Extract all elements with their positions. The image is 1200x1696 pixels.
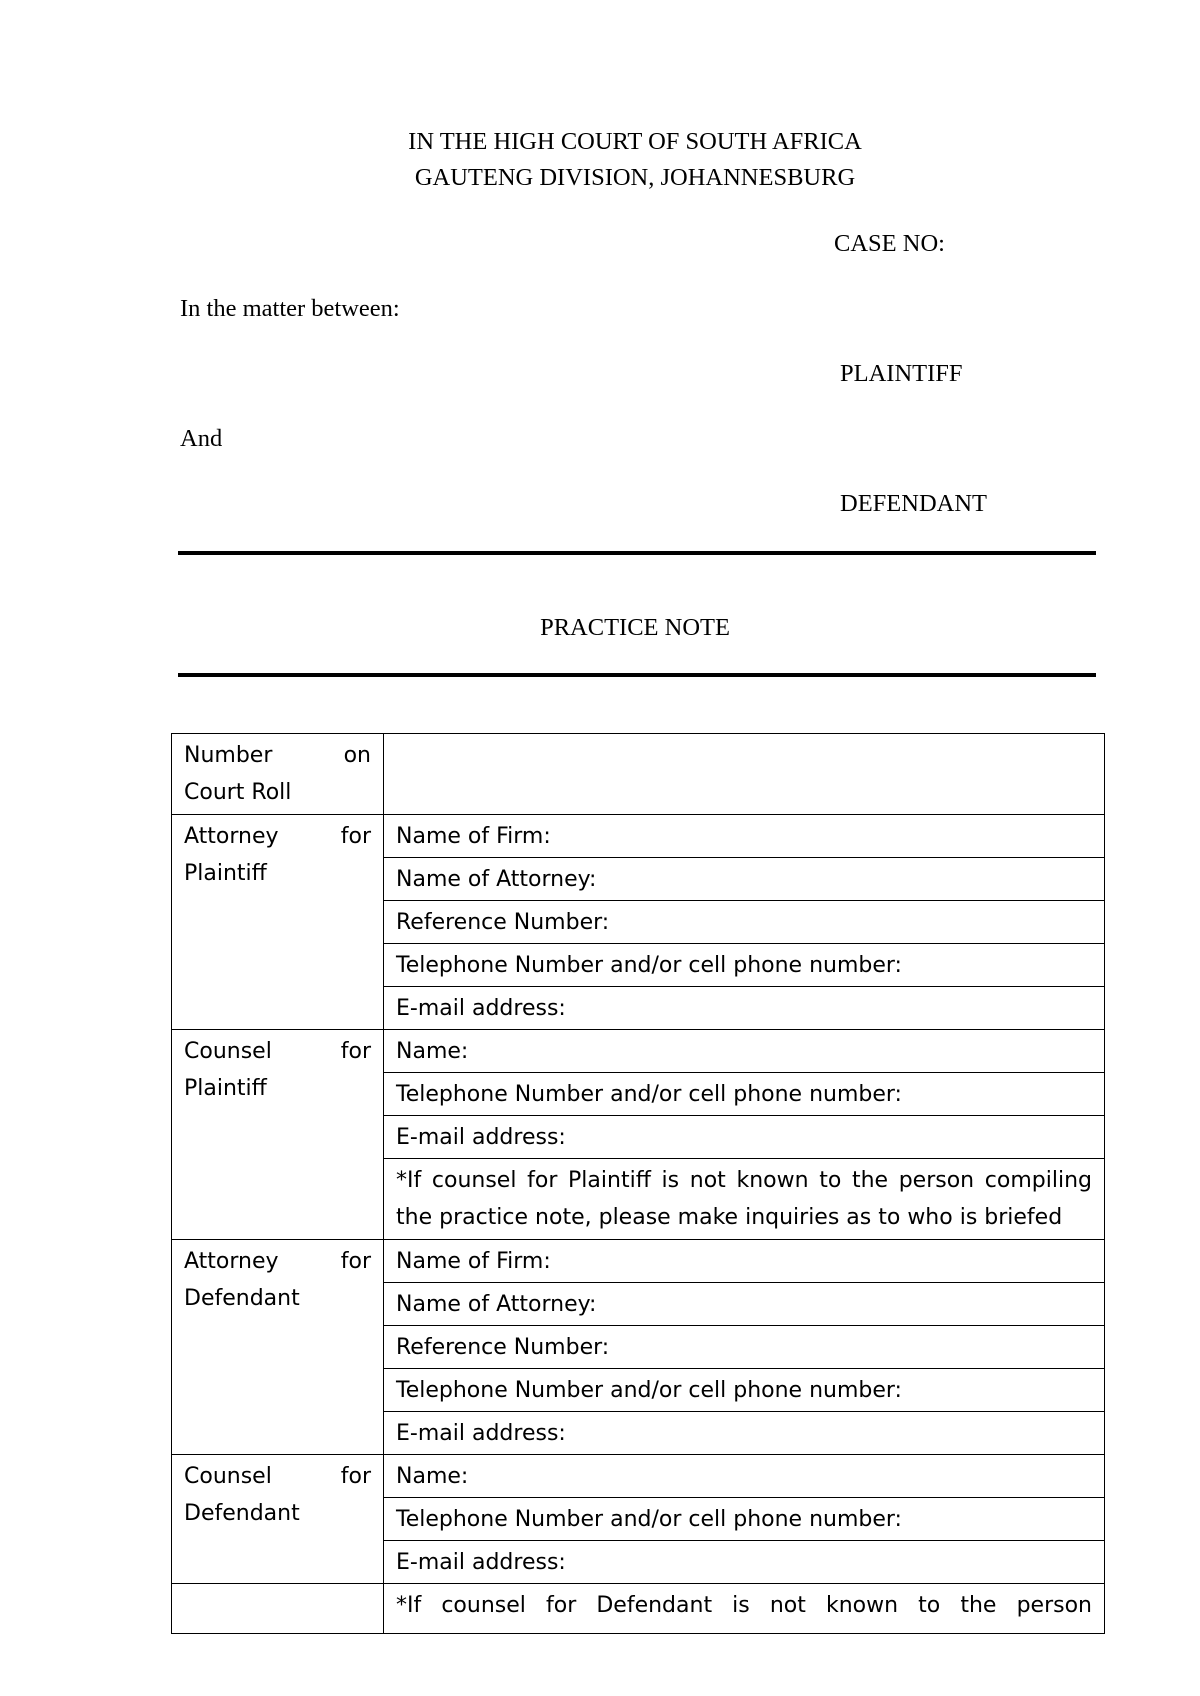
- court-roll-field[interactable]: [384, 734, 1105, 815]
- matter-between-label: In the matter between:: [180, 295, 400, 322]
- attorney-plaintiff-reference-field[interactable]: Reference Number:: [384, 901, 1105, 944]
- attorney-plaintiff-firm-field[interactable]: Name of Firm:: [384, 815, 1105, 858]
- table-row: [172, 1455, 1105, 1498]
- counsel-plaintiff-label: Counsel for Plaintiff: [172, 1030, 384, 1240]
- top-divider: [178, 551, 1096, 555]
- court-roll-label: Number on Court Roll: [172, 734, 384, 815]
- attorney-plaintiff-label: Attorney for Plaintiff: [172, 815, 384, 1030]
- attorney-plaintiff-email-field[interactable]: E-mail address:: [384, 987, 1105, 1030]
- court-division: GAUTENG DIVISION, JOHANNESBURG: [414, 164, 856, 191]
- table-row: [172, 734, 1105, 815]
- counsel-defendant-name-field[interactable]: Name:: [384, 1455, 1105, 1498]
- attorney-defendant-email-field[interactable]: E-mail address:: [384, 1412, 1105, 1455]
- case-number-label: CASE NO:: [834, 230, 945, 257]
- counsel-plaintiff-note: *If counsel for Plaintiff is not known to the person compiling the practice note, please make inquiries as to who is briefed: [384, 1159, 1105, 1240]
- court-name: IN THE HIGH COURT OF SOUTH AFRICA: [408, 128, 862, 155]
- counsel-plaintiff-name-field[interactable]: Name:: [384, 1030, 1105, 1073]
- bottom-divider: [178, 673, 1096, 677]
- table-row: [172, 1584, 1105, 1634]
- counsel-plaintiff-phone-field[interactable]: Telephone Number and/or cell phone number:: [384, 1073, 1105, 1116]
- attorney-plaintiff-phone-field[interactable]: Telephone Number and/or cell phone number:: [384, 944, 1105, 987]
- defendant-label: DEFENDANT: [840, 490, 987, 517]
- empty-label-cell: [172, 1584, 384, 1634]
- plaintiff-label: PLAINTIFF: [840, 360, 963, 387]
- practice-note-table: [171, 733, 1105, 1634]
- attorney-defendant-label: Attorney for Defendant: [172, 1240, 384, 1455]
- attorney-defendant-reference-field[interactable]: Reference Number:: [384, 1326, 1105, 1369]
- document-title: PRACTICE NOTE: [540, 614, 730, 641]
- table-row: [172, 1240, 1105, 1283]
- attorney-defendant-name-field[interactable]: Name of Attorney:: [384, 1283, 1105, 1326]
- counsel-defendant-label: Counsel for Defendant: [172, 1455, 384, 1584]
- attorney-plaintiff-name-field[interactable]: Name of Attorney:: [384, 858, 1105, 901]
- counsel-defendant-note: *If counsel for Defendant is not known to the person: [384, 1584, 1105, 1634]
- counsel-defendant-email-field[interactable]: E-mail address:: [384, 1541, 1105, 1584]
- attorney-defendant-phone-field[interactable]: Telephone Number and/or cell phone number:: [384, 1369, 1105, 1412]
- counsel-plaintiff-email-field[interactable]: E-mail address:: [384, 1116, 1105, 1159]
- table-row: [172, 815, 1105, 858]
- attorney-defendant-firm-field[interactable]: Name of Firm:: [384, 1240, 1105, 1283]
- and-label: And: [180, 425, 223, 452]
- table-row: [172, 1030, 1105, 1073]
- counsel-defendant-phone-field[interactable]: Telephone Number and/or cell phone number:: [384, 1498, 1105, 1541]
